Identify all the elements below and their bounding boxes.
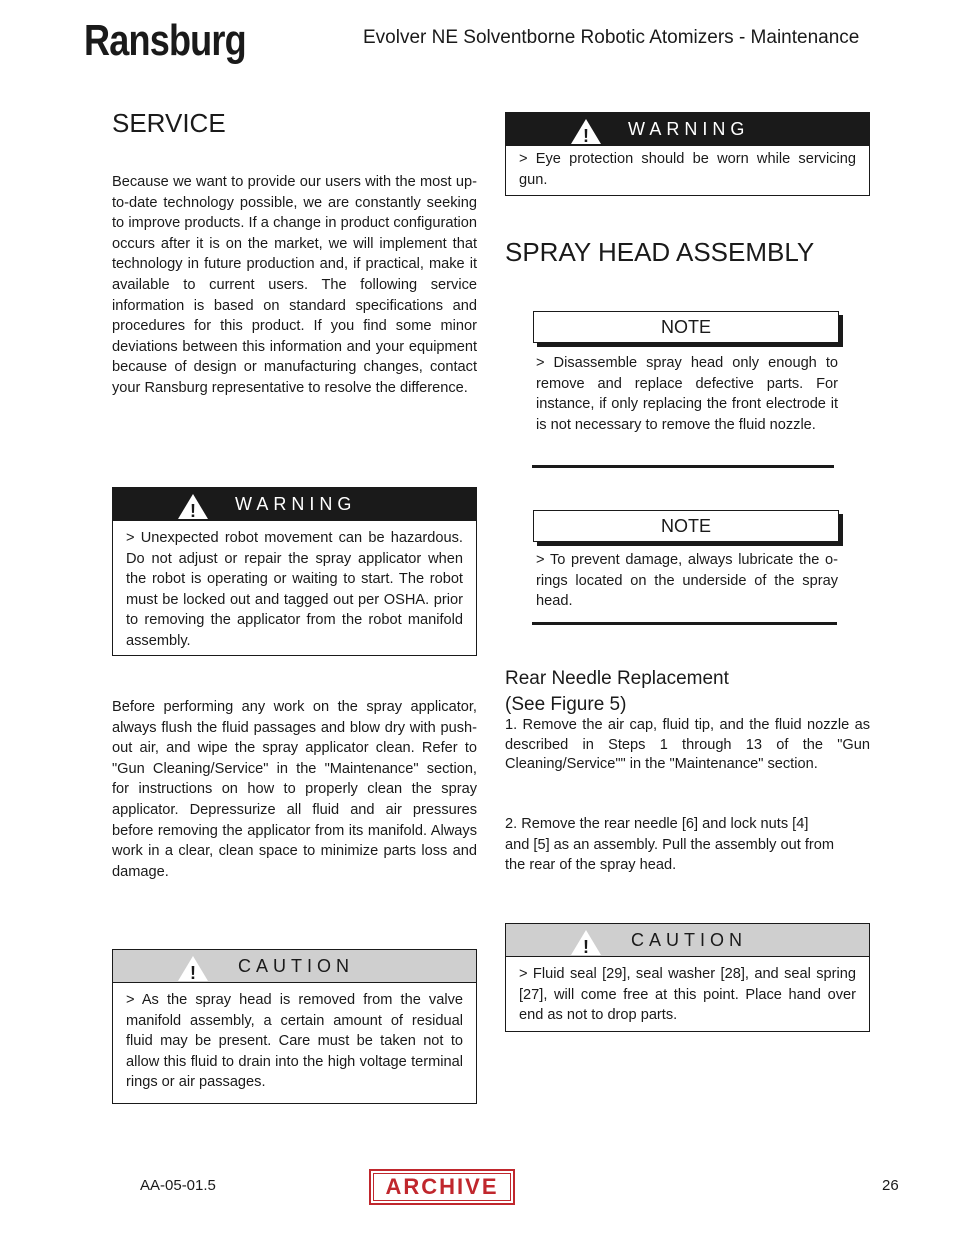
svg-text:!: ! <box>190 501 196 520</box>
warning-header <box>113 488 476 521</box>
service-paragraph: Because we want to provide our users with the most up-to-date technology possible, we are constantly seeking to improve products. If a change in product configuration occurs after it is on the market, we will implement that technology in future production and, if practical, make it available to current users. The following service information is based on standard specifications and procedures for this product. If you find some minor deviations between this information and your equipment because of design or manufacturing changes, contact your Ransburg representative to resolve the difference. <box>112 174 477 396</box>
warning-header <box>506 113 869 146</box>
note-lubricate <box>533 510 839 542</box>
caution-text: > As the spray head is removed from the valve manifold assembly, a certain amount of residual fluid may be present. Care must be taken not to allow this fluid to drain into the high voltage terminal rings or air passages. <box>126 992 463 1091</box>
note-divider <box>532 622 837 625</box>
svg-text:!: ! <box>583 937 589 956</box>
document-number: AA-05-01.5 <box>140 1177 216 1194</box>
eye-protection-warning-box <box>505 112 870 196</box>
warning-triangle-icon <box>177 954 209 982</box>
step-2: 2. Remove the rear needle [6] and lock nuts [4] and [5] as an assembly. Pull the assembly out from the rear of the spray head. <box>505 816 835 874</box>
archive-stamp <box>369 1169 515 1205</box>
caution-header <box>113 950 476 983</box>
caution-text: > Fluid seal [29], seal washer [28], and seal spring [27], will come free at this point. Place hand over end as not to drop parts. <box>519 966 856 1024</box>
caution-label: CAUTION <box>631 930 747 950</box>
note-divider <box>532 465 834 468</box>
caution-label: CAUTION <box>238 956 354 976</box>
warning-label: WARNING <box>628 119 750 139</box>
note-disassemble <box>533 311 839 343</box>
service-heading: SERVICE <box>112 108 226 138</box>
warning-triangle-icon <box>570 928 602 956</box>
rear-needle-heading-figure-ref: (See Figure 5) <box>505 694 627 715</box>
warning-text: > Eye protection should be worn while servicing gun. <box>519 151 856 188</box>
ransburg-logo: Ransburg <box>84 16 246 65</box>
residual-fluid-caution-box <box>112 949 477 1104</box>
note-lubricate-text: > To prevent damage, always lubricate the o-rings located on the underside of the spray head. <box>536 552 838 610</box>
warning-label: WARNING <box>235 494 357 514</box>
rear-needle-heading-title: Rear Needle Replacement <box>505 668 729 689</box>
before-service-paragraph: Before performing any work on the spray applicator, always flush the fluid passages and blow dry with push-out air, and wipe the spray applicator clean. Refer to "Gun Cleaning/Service" in the "Maintenance" section, for instructions on how to properly clean the spray applicator. Depressurize all fluid and air pressures before removing the applicator from its manifold. Always work in a clear, clean space to minimize parts loss and damage. <box>112 699 477 880</box>
page-number: 26 <box>882 1177 899 1194</box>
fluid-seal-caution-box <box>505 923 870 1032</box>
rear-needle-heading <box>505 666 729 718</box>
svg-text:!: ! <box>583 126 589 145</box>
warning-text: > Unexpected robot movement can be hazardous. Do not adjust or repair the spray applicator when the robot is operating or waiting to start. The robot must be locked out and tagged out per OSHA. prior to removing the applicator from the robot manifold assembly. <box>126 530 463 649</box>
note-label: NOTE <box>533 510 839 542</box>
archive-stamp-label: ARCHIVE <box>373 1173 511 1201</box>
step-1: 1. Remove the air cap, fluid tip, and the fluid nozzle as described in Steps 1 through 13 of the "Gun Cleaning/Service"" in the "Maintenance" section. <box>505 717 870 772</box>
document-title: Evolver NE Solventborne Robotic Atomizers - Maintenance <box>363 27 860 48</box>
warning-triangle-icon <box>570 117 602 145</box>
note-label: NOTE <box>533 311 839 343</box>
note-disassemble-text: > Disassemble spray head only enough to remove and replace defective parts. For instance, if only replacing the front electrode it is not necessary to remove the fluid nozzle. <box>536 355 838 433</box>
caution-header <box>506 924 869 957</box>
robot-movement-warning-box <box>112 487 477 656</box>
svg-text:!: ! <box>190 963 196 982</box>
warning-triangle-icon <box>177 492 209 520</box>
spray-head-assembly-heading: SPRAY HEAD ASSEMBLY <box>505 237 815 267</box>
